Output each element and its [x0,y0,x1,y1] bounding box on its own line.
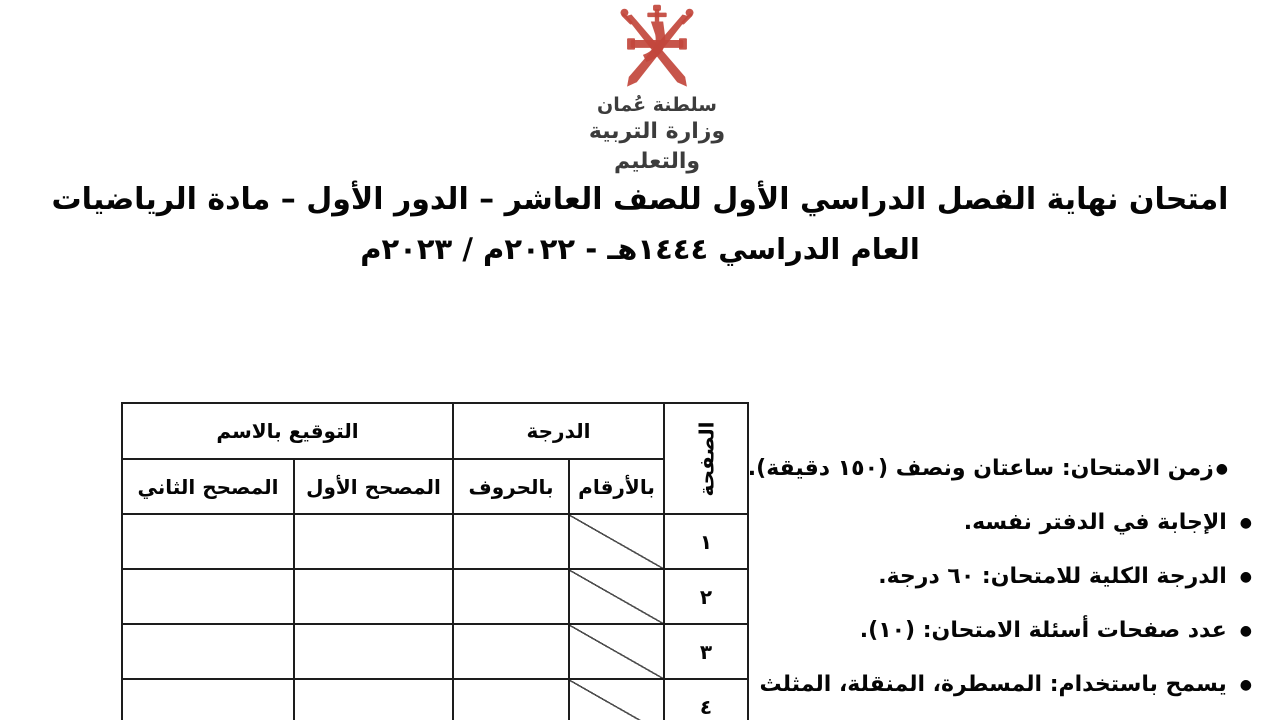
table-row [122,514,748,569]
instruction-item [748,549,1252,603]
country-name: سلطنة عُمان [597,94,717,116]
score-letters-cell [453,624,569,679]
page-number-cell: ٢ [664,569,748,624]
instruction-item [748,495,1252,549]
page-number-cell: ١ [664,514,748,569]
page-column-header-cell [664,403,748,514]
instruction-text: الإجابة في الدفتر نفسه. [963,509,1227,535]
bullet-icon [1240,623,1252,639]
oman-emblem-icon [613,3,701,91]
in-numbers-header: بالأرقام [569,459,664,514]
page-number-cell: ٤ [664,679,748,720]
score-numbers-cell [569,679,664,720]
page-number-cell: ٣ [664,624,748,679]
page-column-header: الصفحة [694,420,719,497]
bullet-icon [1216,461,1228,477]
academic-year: العام الدراسي ١٤٤٤هـ - ٢٠٢٢م / ٢٠٢٣م [360,232,920,266]
grading-table [121,402,749,720]
table-row [122,679,748,720]
exam-title: امتحان نهاية الفصل الدراسي الأول للصف العاشر – الدور الأول – مادة الرياضيات [51,182,1229,217]
score-letters-cell [453,569,569,624]
score-letters-cell [453,514,569,569]
ministry-name: وزارة التربية والتعليم [588,119,726,174]
exam-title-block [0,176,1280,274]
table-row [122,569,748,624]
bullet-icon [1240,515,1252,531]
second-marker-signature-cell [122,679,294,720]
ministry-logo [550,3,764,177]
first-marker-signature-cell [294,679,453,720]
score-numbers-cell [569,624,664,679]
instruction-text: الدرجة الكلية للامتحان: ٦٠ درجة. [878,563,1227,589]
first-marker-signature-cell [294,514,453,569]
second-marker-header: المصحح الثاني [122,459,294,514]
instruction-item [748,441,1228,495]
first-marker-header: المصحح الأول [294,459,453,514]
instruction-item [748,603,1252,657]
score-letters-cell [453,679,569,720]
in-letters-header: بالحروف [453,459,569,514]
first-marker-signature-cell [294,624,453,679]
instruction-text: عدد صفحات أسئلة الامتحان: (١٠). [859,617,1227,643]
bullet-icon [1240,569,1252,585]
instruction-text: زمن الامتحان: ساعتان ونصف (١٥٠ دقيقة). [747,455,1214,481]
score-numbers-cell [569,569,664,624]
first-marker-signature-cell [294,569,453,624]
instructions-list [748,441,1252,711]
second-marker-signature-cell [122,514,294,569]
second-marker-signature-cell [122,569,294,624]
table-row [122,624,748,679]
signature-group-header: التوقيع بالاسم [122,403,453,459]
instruction-item [748,657,1252,711]
second-marker-signature-cell [122,624,294,679]
bullet-icon [1240,677,1252,693]
grade-group-header: الدرجة [453,403,664,459]
score-numbers-cell [569,514,664,569]
instruction-text: يسمح باستخدام: المسطرة، المنقلة، المثلث [759,671,1227,697]
